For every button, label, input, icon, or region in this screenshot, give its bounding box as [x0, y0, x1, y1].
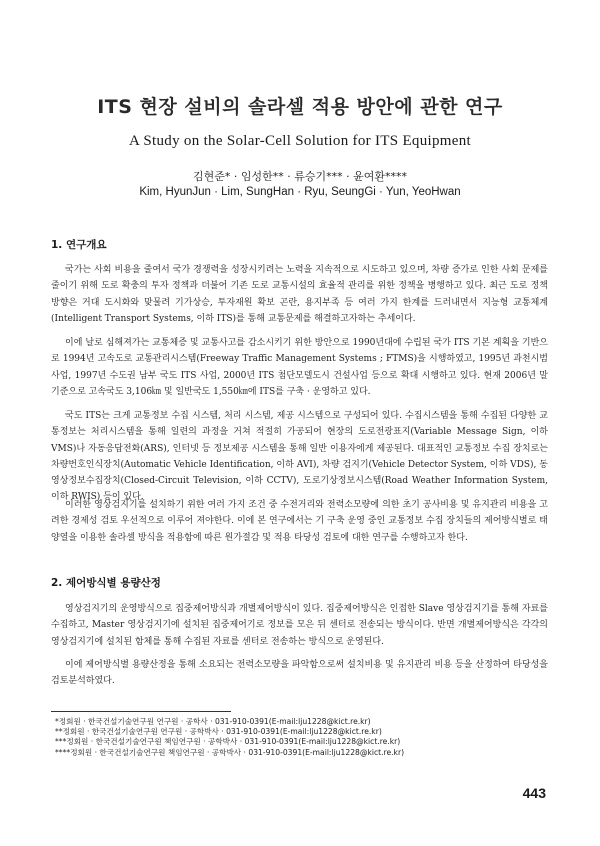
section-heading-overview: 1. 연구개요 [51, 239, 107, 251]
paper-title-korean: ITS 현장 설비의 솔라셀 적용 방안에 관한 연구 [97, 96, 503, 118]
paper-title-english: A Study on the Solar-Cell Solution for ITS Equipment [129, 133, 471, 149]
footnote-item: *정회원 · 한국건설기술연구원 연구원 · 공학사 · 031-910-0391(E-mail:lju1228@kict.re.kr) [55, 717, 371, 726]
authors-english: Kim, HyunJun · Lim, SungHan · Ryu, SeungGi · Yun, YeoHwan [139, 186, 461, 198]
page-number: 443 [522, 785, 546, 801]
body-paragraph: 이에 제어방식별 용량산정을 통해 소요되는 전력소모량을 파악함으로써 설치비용 및 유지관리 비용 등을 산정하여 타당성을 검토분석하였다. [51, 660, 548, 687]
footnote-divider [51, 711, 231, 712]
body-paragraph: 이러한 영상검지기를 설치하기 위한 여러 가지 조건 중 수전거리와 전력소모량에 의한 초기 공사비용 및 유지관리 비용을 고려한 경제성 검토 우선적으로 이루어 져야한다. 이에 본 연구에서는 기 구축 운영 중인 교통정보 수집 장치들의 제어방식별로 태양열을 이용한 솔라셀 방식을 적용함에 따른 원가절감 및 적용 타당성 검토에 대한 연구를 수행하고자 한다. [51, 500, 548, 543]
body-paragraph: 국가는 사회 비용을 줄여서 국가 경쟁력을 성장시키려는 노력을 지속적으로 시도하고 있으며, 차량 증가로 인한 사회 문제를 줄이기 위해 도로 확충의 투자 정책과 더불어 기존 도로 교통시설의 효율적 관리를 위한 정책을 병행하고 있다. 최근 도로 정책방향은 거대 도시화와 맞물려 기가상승, 투자재원 확보 곤란, 용지부족 등 여러 가지 한계를 드러내면서 지능형 교통체계(Intelligent Transport Systems, 이하 ITS)를 통해 교통문제를 해결하고자하는 추세이다. [51, 265, 548, 324]
body-paragraph: 영상검지기의 운영방식으로 집중제어방식과 개별제어방식이 있다. 집중제어방식은 인접한 Slave 영상검지기를 통해 자료를 수집하고, Master 영상검지기에 설치된 집중제어기로 정보를 모은 뒤 센터로 전송되는 방식이다. 반면 개별제어방식은 각각의 영상검지기에 설치된 함체를 통해 수집된 자료를 센터로 전송하는 방식으로 운영된다. [51, 604, 548, 647]
section-heading-capacity: 2. 제어방식별 용량산정 [51, 577, 161, 589]
footnotes [55, 717, 515, 758]
footnote-item: ***정회원 · 한국건설기술연구원 책임연구원 · 공학박사 · 031-910-0391(E-mail:lju1228@kict.re.kr) [55, 737, 401, 747]
body-paragraph: 이에 날로 심해져가는 교통체증 및 교통사고를 감소시키기 위한 방안으로 1990년대에 수립된 국가 ITS 기본 계획을 기반으로 1994년 고속도로 교통관리시스템(Freeway Traffic Management Systems ; FTMS)을 시행하였고, 1995년 과천시범사업, 1997년 수도권 남부 국도 ITS 사업, 2000년 ITS 첨단모델도시 건설사업 등으로 확대 시행하고 있다. 현재 2006년 말 기준으로 고속국도 3,106㎞ 및 일반국도 1,550㎞에 ITS를 구축 · 운영하고 있다. [51, 338, 548, 397]
footnote-item: **정회원 · 한국건설기술연구원 연구원 · 공학박사 · 031-910-0391(E-mail:lju1228@kict.re.kr) [55, 727, 382, 737]
footnote-item: ****정회원 · 한국건설기술연구원 책임연구원 · 공학박사 · 031-910-0391(E-mail:lju1228@kict.re.kr) [55, 747, 405, 757]
authors-korean: 김현준* · 임성한** · 류승기*** · 윤여환**** [193, 170, 407, 183]
body-paragraph: 국도 ITS는 크게 교통정보 수집 시스템, 처리 시스템, 제공 시스템으로 구성되어 있다. 수집시스템을 통해 수집된 다양한 교통정보는 처리시스템을 통해 일련의 과정을 거쳐 적절히 가공되어 현장의 도로전광표지(Variable Message Sign, 이하 VMS)나 자동응답전화(ARS), 인터넷 등 정보제공 시스템을 통해 일반 이용자에게 제공된다. 대표적인 교통정보 수집 장치로는 차량번호인식장치(Automatic Vehicle Identification, 이하 AVI), 차량 검지기(Vehicle Detector System, 이하 VDS), 동영상정보수집장치(Closed-Circuit Television, 이하 CCTV), 도로기상정보시스템(Road Weather Information System, 이하 RWIS) 등이 있다. [51, 411, 548, 503]
